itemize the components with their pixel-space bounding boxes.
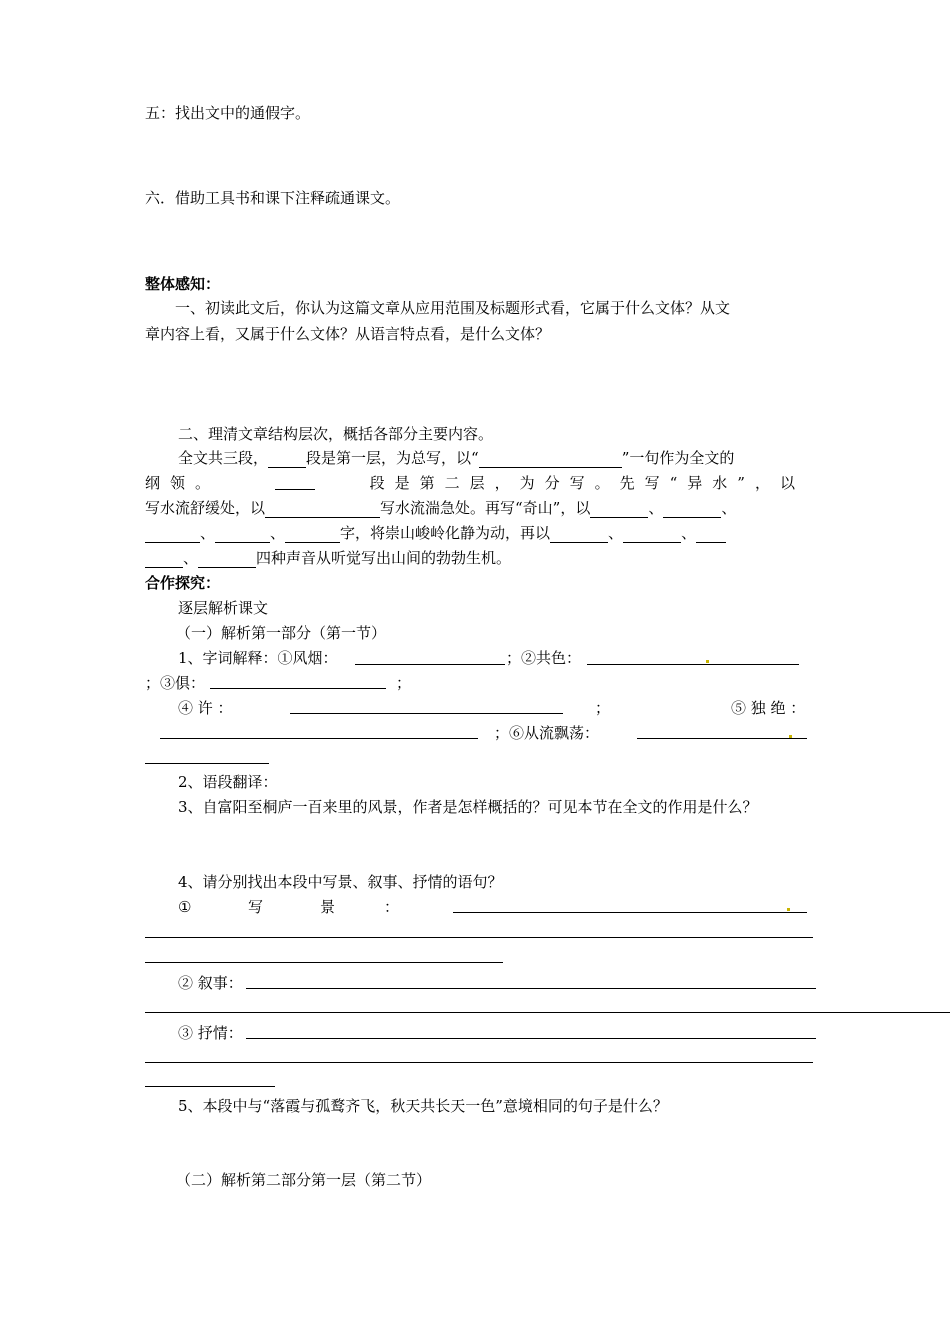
word-explain-b: ；②共色：	[506, 649, 582, 667]
answer-line[interactable]	[587, 664, 799, 665]
q2-line5	[145, 548, 511, 568]
word-explain-h: ；⑥从流飘荡：	[494, 724, 600, 742]
task-4a-3: 景	[320, 898, 336, 916]
task-3: 3、自富阳至桐庐一百来里的风景，作者是怎样概括的？可见本节在全文的作用是什么？	[178, 798, 758, 816]
q1-line2: 章内容上看，又属于什么文体？从语言特点看，是什么文体？	[145, 325, 551, 343]
answer-blank[interactable]	[145, 526, 200, 543]
q2-text: ”一句作为全文的	[621, 449, 735, 467]
answer-blank[interactable]	[265, 501, 380, 518]
mark-dot	[787, 908, 790, 911]
word-explain-f: ；	[595, 699, 611, 717]
answer-blank[interactable]	[623, 526, 681, 543]
answer-line[interactable]	[145, 937, 813, 938]
q2-text: 、	[183, 549, 199, 567]
answer-line[interactable]	[290, 713, 563, 714]
q2-text: 、	[721, 499, 737, 517]
q2-text: 全文共三段，	[178, 449, 269, 467]
q2-text: 纲领。	[145, 474, 221, 492]
answer-line[interactable]	[145, 1062, 813, 1063]
task-5: 5、本段中与“落霞与孤鹜齐飞，秋天共长天一色”意境相同的句子是什么？	[178, 1097, 668, 1115]
task-4: 4、请分别找出本段中写景、叙事、抒情的语句？	[178, 873, 503, 891]
answer-line[interactable]	[637, 738, 807, 739]
q2-title: 二、理清文章结构层次，概括各部分主要内容。	[178, 425, 494, 443]
answer-blank[interactable]	[663, 501, 721, 518]
word-explain-c: ；③俱：	[145, 674, 206, 692]
q2-text: 、	[270, 524, 286, 542]
answer-line[interactable]	[246, 988, 816, 989]
answer-blank[interactable]	[275, 473, 315, 490]
task-4a-2: 写	[248, 898, 264, 916]
task-4b: ② 叙事：	[178, 974, 243, 992]
answer-line[interactable]	[210, 688, 386, 689]
word-explain-d: ；	[396, 674, 412, 692]
q2-line3	[145, 498, 736, 518]
q2-line4	[145, 523, 726, 543]
q2-text: 写水流湍急处。再写“奇山”，以	[380, 499, 591, 517]
q1-line1: 一、初读此文后，你认为这篇文章从应用范围及标题形式看，它属于什么文体？从文	[175, 299, 731, 317]
answer-line[interactable]	[453, 912, 807, 913]
q2-text: 、	[200, 524, 216, 542]
q2-text: 、	[608, 524, 624, 542]
q2-text: 段是第二层，为分写。先写“异水”，以	[369, 474, 805, 492]
word-explain-e: ④ 许 ：	[178, 699, 233, 717]
answer-blank[interactable]	[198, 551, 256, 568]
answer-blank[interactable]	[285, 526, 340, 543]
q2-line2	[145, 473, 805, 493]
coop-subtitle: 逐层解析课文	[178, 599, 269, 617]
answer-line[interactable]	[145, 1086, 275, 1087]
q2-text: 字，将崇山峻岭化静为动，再以	[340, 524, 551, 542]
q2-text: 写水流舒缓处，以	[145, 499, 266, 517]
q2-text: 四种声音从听觉写出山间的勃勃生机。	[256, 549, 512, 567]
answer-line[interactable]	[145, 763, 269, 764]
q2-text: 、	[648, 499, 664, 517]
q2-line1	[178, 448, 734, 468]
coop-heading: 合作探究：	[145, 574, 221, 592]
mark-dot	[789, 735, 792, 738]
answer-blank[interactable]	[590, 501, 648, 518]
task-4a-1: ①	[178, 898, 192, 916]
q2-text: 段是第一层，为总写，以“	[306, 449, 479, 467]
word-explain-g: ⑤ 独 绝 ：	[731, 699, 806, 717]
task-2: 2、语段翻译：	[178, 773, 278, 791]
answer-line[interactable]	[145, 1012, 950, 1013]
section-5-heading: 五：找出文中的通假字。	[145, 104, 311, 122]
answer-line[interactable]	[246, 1038, 816, 1039]
answer-blank[interactable]	[550, 526, 608, 543]
answer-blank[interactable]	[479, 451, 622, 468]
overall-heading: 整体感知：	[145, 275, 221, 293]
answer-blank[interactable]	[145, 551, 183, 568]
answer-line[interactable]	[145, 962, 503, 963]
mark-dot	[706, 660, 709, 663]
answer-blank[interactable]	[268, 451, 306, 468]
task-4a-4: ：	[384, 898, 400, 916]
answer-blank[interactable]	[215, 526, 270, 543]
q2-text: 、	[681, 524, 697, 542]
task-4c: ③ 抒情：	[178, 1024, 243, 1042]
section-6-heading: 六．借助工具书和课下注释疏通课文。	[145, 189, 401, 207]
answer-blank[interactable]	[696, 526, 726, 543]
answer-line[interactable]	[355, 664, 505, 665]
part1-title: （一）解析第一部分（第一节）	[176, 624, 387, 642]
word-explain-a: 1、字词解释：①风烟：	[178, 649, 338, 667]
answer-line[interactable]	[160, 738, 478, 739]
part2-title: （二）解析第二部分第一层（第二节）	[176, 1171, 432, 1189]
